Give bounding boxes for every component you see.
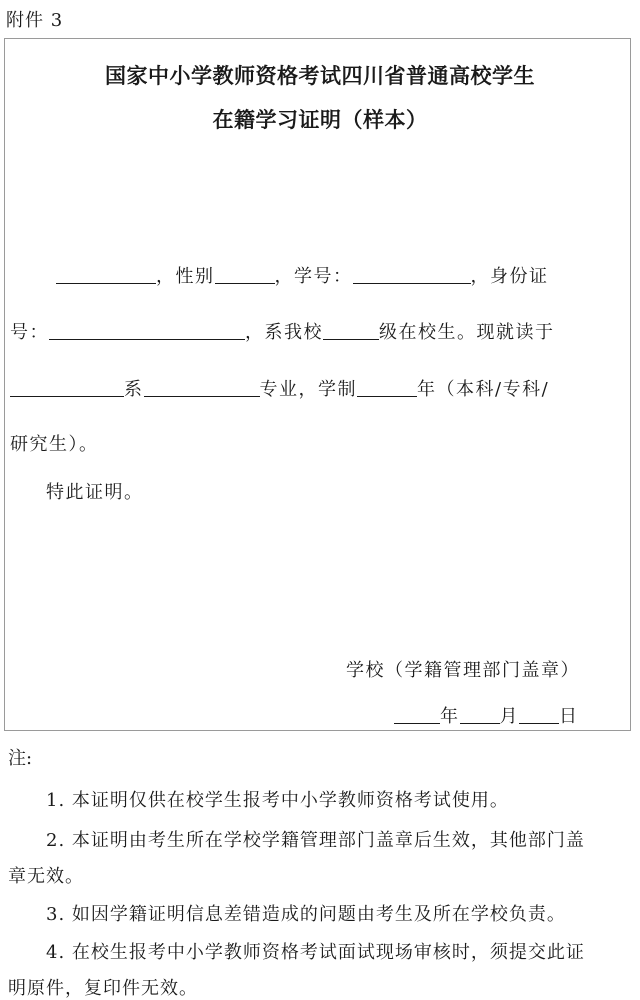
body-line-2 <box>10 318 555 344</box>
month-label: 月 <box>499 706 519 727</box>
certificate-title-line2: 在籍学习证明（样本） <box>212 108 428 132</box>
note-4-line-1: 4. 在校生报考中小学教师资格考试面试现场审核时，须提交此证 <box>46 942 585 963</box>
student-id-label: ，学号： <box>274 266 353 287</box>
note-2-line-1: 2. 本证明由考生所在学校学籍管理部门盖章后生效，其他部门盖 <box>46 830 585 851</box>
attachment-label: 附件 3 <box>6 10 64 31</box>
day-blank[interactable] <box>519 705 559 724</box>
body-line-3 <box>10 375 549 401</box>
grade-blank[interactable] <box>323 321 379 340</box>
program-years-blank[interactable] <box>357 378 417 397</box>
gender-label: ，性别 <box>156 266 215 287</box>
body-line-4: 研究生）。 <box>10 434 99 455</box>
year-label: 年 <box>440 706 460 727</box>
name-blank[interactable] <box>56 265 156 284</box>
department-blank[interactable] <box>10 378 124 397</box>
day-label: 日 <box>559 706 579 727</box>
school-seal-label: 学校（学籍管理部门盖章） <box>346 660 580 681</box>
certificate-title-line1: 国家中小学教师资格考试四川省普通高校学生 <box>105 64 535 88</box>
id-card-blank[interactable] <box>49 321 245 340</box>
body-line-1 <box>56 262 549 288</box>
id-card-suffix: 号： <box>10 322 49 343</box>
year-blank[interactable] <box>394 705 440 724</box>
month-blank[interactable] <box>460 705 500 724</box>
enrolled-text: 级在校生。现就读于 <box>379 322 555 343</box>
major-label: 专业，学制 <box>259 379 357 400</box>
major-blank[interactable] <box>144 378 260 397</box>
hereby-certify: 特此证明。 <box>46 482 144 503</box>
notes-heading: 注: <box>8 748 33 769</box>
our-school-label: ，系我校 <box>245 322 323 343</box>
note-2-line-2: 章无效。 <box>8 866 84 887</box>
gender-blank[interactable] <box>215 265 275 284</box>
note-3: 3. 如因学籍证明信息差错造成的问题由考生及所在学校负责。 <box>46 904 566 925</box>
date-line <box>394 702 579 728</box>
note-4-line-2: 明原件，复印件无效。 <box>8 978 198 999</box>
years-text: 年（本科/专科/ <box>417 379 550 400</box>
department-label: 系 <box>124 379 144 400</box>
id-card-label: ，身份证 <box>470 266 549 287</box>
student-id-blank[interactable] <box>353 265 471 284</box>
note-1: 1. 本证明仅供在校学生报考中小学教师资格考试使用。 <box>46 790 509 811</box>
